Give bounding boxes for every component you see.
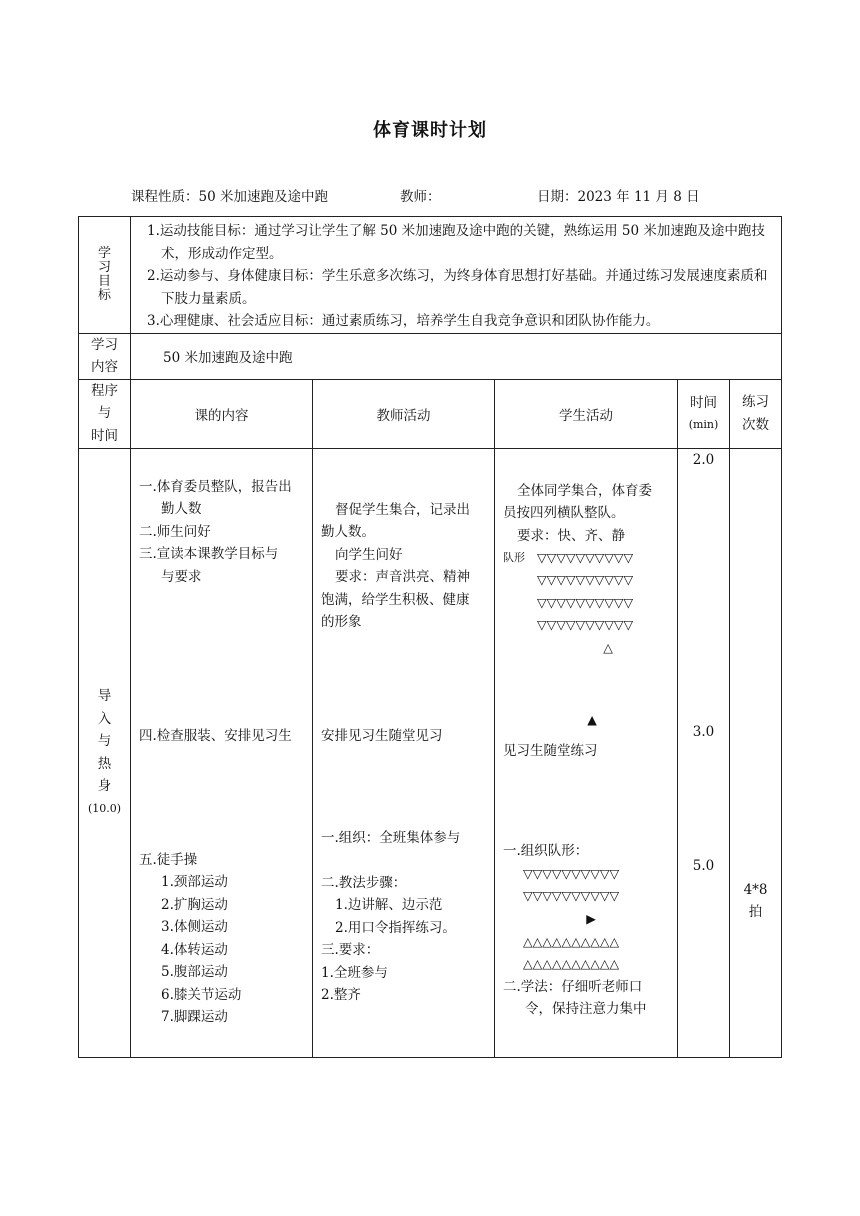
warmup-duration: (10.0): [87, 801, 122, 815]
warmup-label-char: 与: [97, 733, 112, 749]
lesson-item: 1.颈部运动: [161, 874, 228, 890]
header-count-line: 练习: [742, 394, 770, 410]
formation-row: ▽▽▽▽▽▽▽▽▽▽: [537, 549, 634, 565]
teacher-item: 饱满，给学生积极、健康: [321, 591, 470, 608]
lesson-item: 五.徒手操: [139, 851, 198, 868]
lesson-item: 6.膝关节运动: [161, 986, 242, 1003]
teacher-item: 1.边讲解、边示范: [335, 897, 443, 913]
teacher-item: 1.全班参与: [321, 964, 388, 981]
course-type: 课程性质：50 米加速跑及途中跑: [131, 189, 328, 205]
goals-label-char: 学: [97, 245, 111, 261]
teacher-item: 安排见习生随堂见习: [321, 727, 443, 744]
lesson-item: 三.宣读本课教学目标与: [139, 546, 279, 562]
lesson-plan-table: [78, 216, 782, 1058]
header-program-line: 时间: [91, 427, 118, 444]
content-label-line: 内容: [91, 359, 118, 375]
formation-row: ▽▽▽▽▽▽▽▽▽▽: [537, 572, 634, 587]
student-item: 见习生随堂练习: [503, 742, 598, 759]
header-student: 学生活动: [495, 379, 678, 448]
content-label-line: 学习: [91, 336, 118, 353]
content-row: [79, 333, 782, 379]
header-lesson: 课的内容: [131, 379, 313, 448]
warmup-label-char: 热: [97, 755, 112, 772]
goals-label-char: 习: [97, 259, 111, 275]
formation-row: ▽▽▽▽▽▽▽▽▽▽: [523, 865, 620, 881]
count-value: 4*8: [743, 881, 768, 898]
warmup-label-char: 导: [97, 688, 112, 704]
time-cell: [678, 448, 730, 1057]
teacher-item: 三.要求：: [321, 942, 380, 958]
student-item: 员按四列横队整队。: [503, 505, 625, 521]
formation-grid-3: [523, 931, 619, 976]
formation-row: △△△△△△△△△△: [523, 956, 620, 971]
time-value: 2.0: [692, 451, 715, 468]
formation-row: ▽▽▽▽▽▽▽▽▽▽: [537, 594, 634, 610]
lesson-item: 二.师生问好: [139, 523, 211, 540]
teacher-item: 二.教法步骤：: [321, 874, 407, 891]
teacher-position-mark: △: [603, 639, 613, 655]
teacher-item: 2.整齐: [321, 987, 361, 1003]
header-program-line: 与: [97, 405, 112, 422]
lesson-item: 与要求: [161, 568, 202, 585]
formation-row: △△△△△△△△△△: [523, 933, 620, 949]
warmup-row: [79, 448, 782, 1057]
student-item: 一.组织队形：: [503, 842, 589, 859]
formation-grid-2: [523, 863, 619, 908]
warmup-label: [79, 448, 131, 1057]
student-item: 要求：快、齐、静: [517, 527, 625, 544]
teacher-position-mark: ▲: [587, 711, 597, 727]
lesson-item: 2.扩胸运动: [161, 896, 228, 913]
teacher-item: 勤人数。: [321, 524, 375, 540]
count-value: 拍: [748, 904, 763, 920]
warmup-label-char: 身: [97, 778, 112, 794]
header-count: [730, 379, 782, 448]
teacher-item: 的形象: [321, 614, 362, 630]
lesson-item: 5.腹部运动: [161, 964, 228, 980]
header-program-line: 程序: [91, 382, 118, 399]
goals-label-char: 标: [97, 287, 111, 303]
goal-2: 2.运动参与、身体健康目标：学生乐意多次练习，为终身体育思想打好基础。并通过练习发展速度素质和下肢力量素质。: [147, 268, 768, 307]
header-teacher: 教师活动: [313, 379, 495, 448]
teacher-item: 督促学生集合，记录出: [335, 501, 470, 518]
lesson-item: 勤人数: [161, 501, 202, 517]
header-time-unit: (min): [688, 417, 719, 431]
content-label: [79, 333, 131, 379]
time-value: 5.0: [692, 857, 715, 874]
lesson-item: 一.体育委员整队，报告出: [139, 478, 292, 495]
date-field: 日期：2023 年 11 月 8 日: [537, 189, 700, 205]
teacher-item: 一.组织：全班集体参与: [321, 829, 461, 846]
teacher-item: 2.用口令指挥练习。: [335, 919, 456, 936]
goals-row: [79, 217, 782, 334]
content-value: 50 米加速跑及途中跑: [131, 333, 782, 379]
teacher-item: 要求：声音洪亮、精神: [335, 569, 470, 585]
formation-grid-1: [537, 547, 633, 637]
page-title: 体育课时计划: [373, 120, 487, 141]
header-time: [678, 379, 730, 448]
lesson-item: 4.体转运动: [161, 941, 228, 958]
goals-label: [79, 217, 131, 334]
lesson-item: 7.脚踝运动: [161, 1009, 228, 1025]
student-item: 二.学法：仔细听老师口: [503, 978, 643, 995]
teacher-activity-cell: [313, 448, 495, 1057]
time-value: 3.0: [692, 723, 715, 740]
teacher-field: 教师：: [400, 189, 441, 205]
formation-label: 队形: [503, 550, 525, 564]
goal-1: 1.运动技能目标：通过学习让学生了解 50 米加速跑及途中跑的关键，熟练运用 50 米加速跑及途中跑技术，形成动作定型。: [147, 223, 765, 262]
goal-3: 3.心理健康、社会适应目标：通过素质练习，培养学生自我竞争意识和团队协作能力。: [147, 313, 660, 329]
goals-content: [131, 217, 782, 334]
header-count-line: 次数: [742, 416, 770, 433]
student-activity-cell: [495, 448, 678, 1057]
student-item: 全体同学集合，体育委: [517, 482, 652, 499]
header-time-line: 时间: [690, 394, 717, 411]
formation-row: ▽▽▽▽▽▽▽▽▽▽: [523, 888, 620, 903]
goals-label-char: 目: [97, 273, 111, 289]
formation-row: ▽▽▽▽▽▽▽▽▽▽: [537, 617, 634, 632]
teacher-item: 向学生问好: [335, 546, 403, 563]
lesson-content-cell: [131, 448, 313, 1057]
header-row: [79, 379, 782, 448]
warmup-label-char: 入: [97, 710, 112, 727]
student-item: 令，保持注意力集中: [525, 1001, 647, 1017]
header-program: [79, 379, 131, 448]
lesson-item: 3.体侧运动: [161, 919, 228, 935]
count-cell: [730, 448, 782, 1057]
teacher-position-mark: ▶: [586, 910, 596, 926]
lesson-item: 四.检查服装、安排见习生: [139, 727, 292, 744]
